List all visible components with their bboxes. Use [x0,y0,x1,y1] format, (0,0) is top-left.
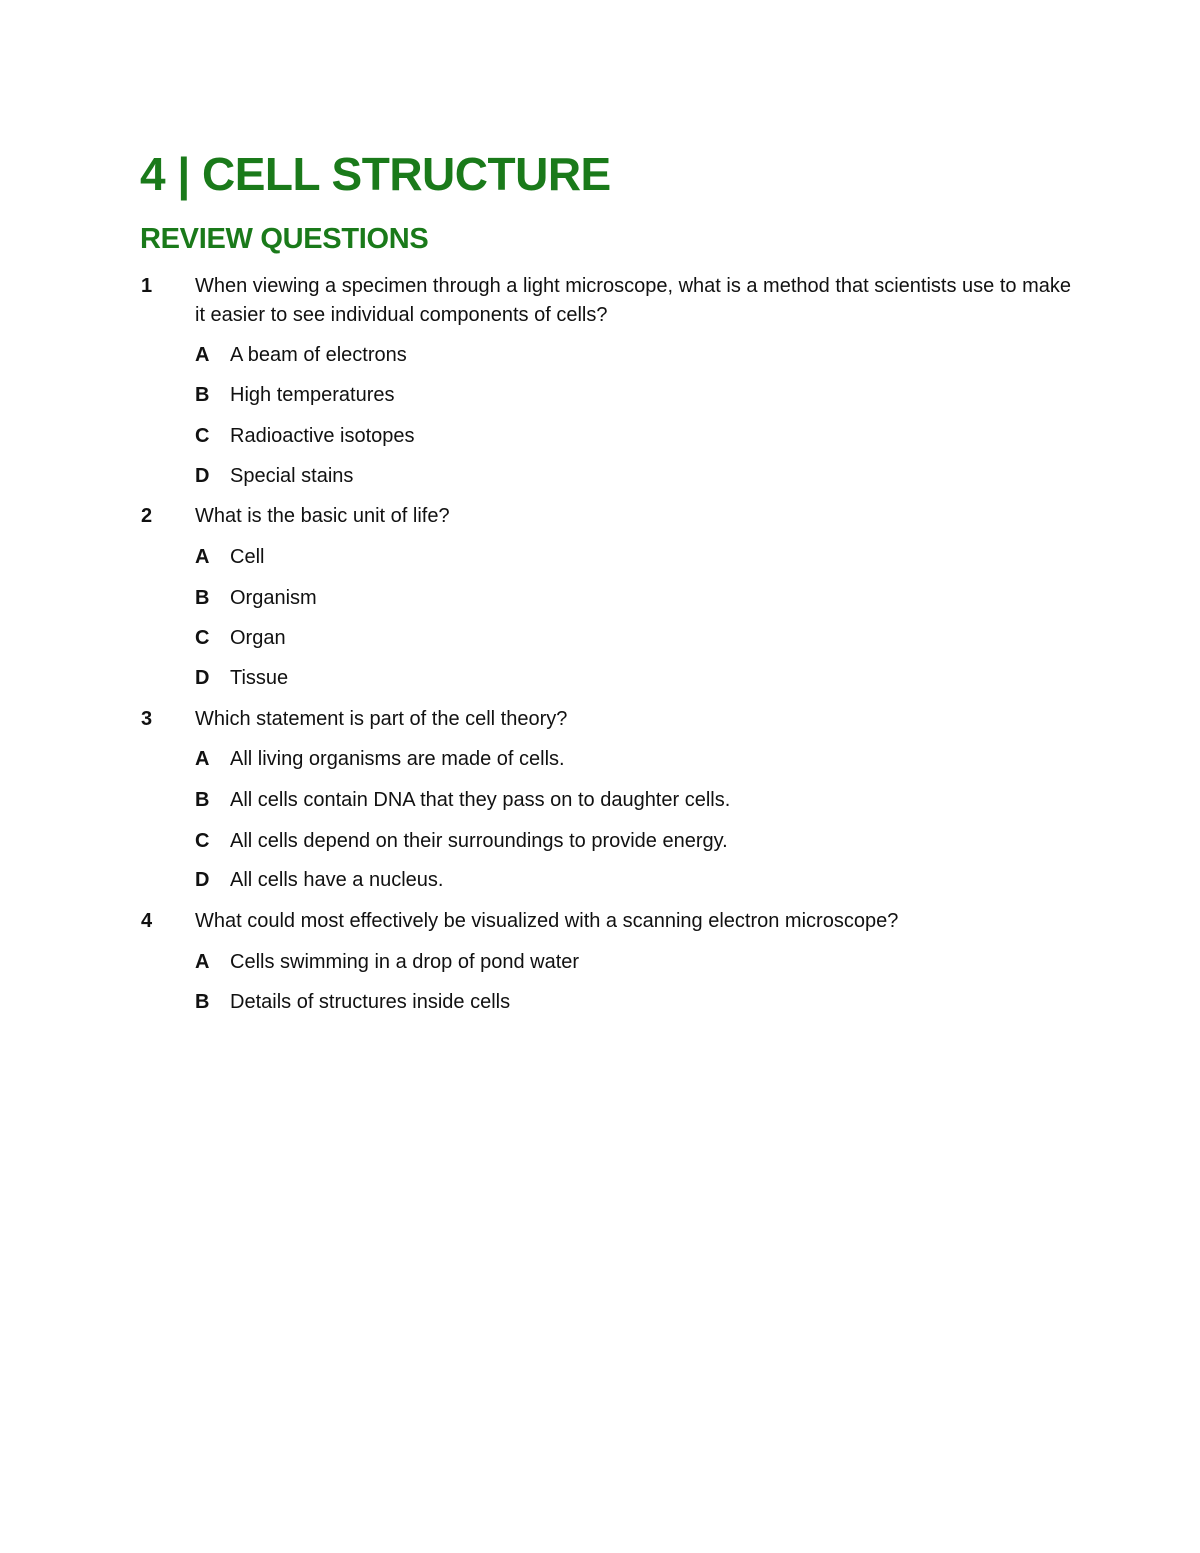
option-text: Tissue [230,667,289,689]
option-letter: A [195,344,210,366]
option-text: Cells swimming in a drop of pond water [230,951,580,973]
option-text: Special stains [230,465,354,487]
option-text: Organism [230,587,317,609]
option-letter: B [195,789,210,811]
option-text: All living organisms are made of cells. [230,748,565,770]
option-letter: C [195,830,210,852]
option-text: Cell [230,546,265,568]
option-letter: C [195,425,210,447]
question-text: Which statement is part of the cell theory? [195,708,568,730]
option-text: Organ [230,627,286,649]
question-text: What could most effectively be visualized with a scanning electron microscope? [195,910,899,932]
option-letter: D [195,869,210,891]
option-text: All cells have a nucleus. [230,869,444,891]
question-text: When viewing a specimen through a light microscope, what is a method that scientists use to make it easier to see individual components of cells? [195,275,1071,326]
option-letter: A [195,546,210,568]
option-text: Radioactive isotopes [230,425,415,447]
option-text: All cells contain DNA that they pass on to daughter cells. [230,789,731,811]
option-letter: D [195,465,210,487]
option-text: A beam of electrons [230,344,407,366]
question-number: 3 [141,708,153,730]
option-letter: B [195,991,210,1013]
option-text: All cells depend on their surroundings to provide energy. [230,830,728,852]
option-letter: B [195,384,210,406]
question-text: What is the basic unit of life? [195,505,450,527]
question-number: 1 [141,275,153,297]
option-text: Details of structures inside cells [230,991,511,1013]
option-letter: A [195,748,210,770]
option-letter: B [195,587,210,609]
question-number: 2 [141,505,153,527]
section-title: REVIEW QUESTIONS [140,223,429,255]
option-letter: C [195,627,210,649]
option-letter: A [195,951,210,973]
chapter-title: 4 | CELL STRUCTURE [140,148,611,200]
option-letter: D [195,667,210,689]
question-number: 4 [141,910,153,932]
option-text: High temperatures [230,384,395,406]
